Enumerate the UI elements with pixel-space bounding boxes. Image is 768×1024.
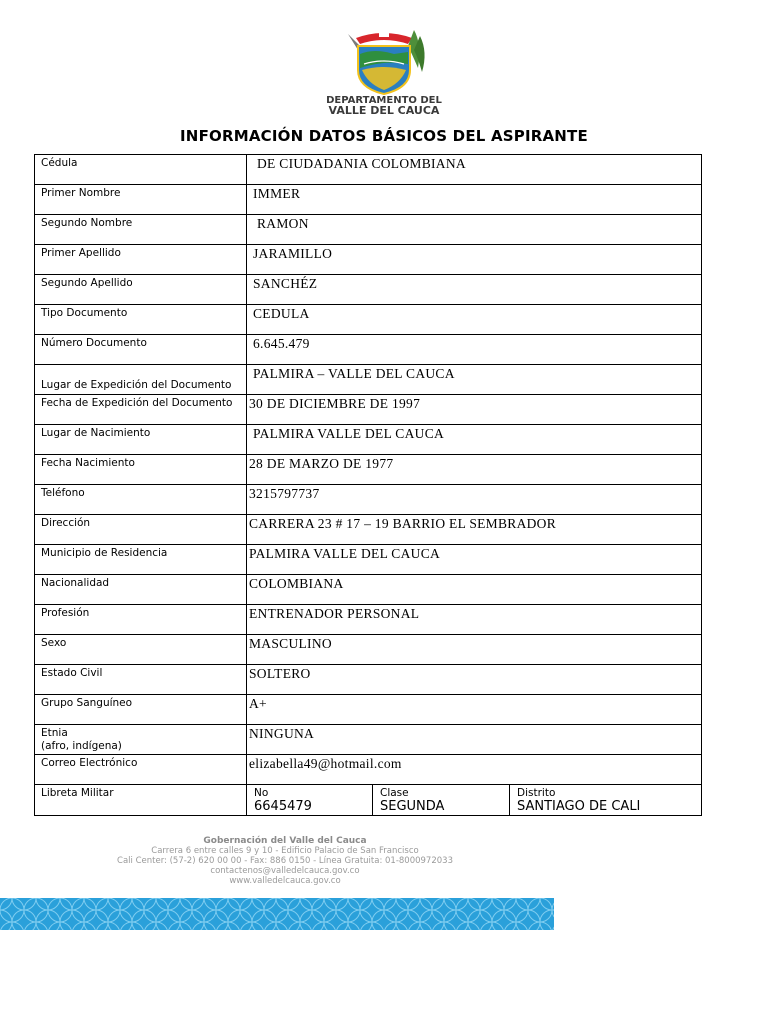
military-details	[247, 785, 702, 816]
field-label: Segundo Apellido	[35, 275, 247, 305]
applicant-data-table	[34, 154, 702, 816]
field-label: Profesión	[35, 605, 247, 635]
field-label: Cédula	[35, 155, 247, 185]
military-class-cell	[373, 785, 510, 815]
footer-address: Carrera 6 entre calles 9 y 10 - Edificio Palacio de San Francisco	[151, 846, 419, 856]
field-value: PALMIRA VALLE DEL CAUCA	[247, 425, 702, 455]
field-value: DE CIUDADANIA COLOMBIANA	[247, 155, 702, 185]
field-label: Segundo Nombre	[35, 215, 247, 245]
logo-line-2: VALLE DEL CAUCA	[328, 104, 440, 117]
table-row	[35, 425, 702, 455]
field-label: Sexo	[35, 635, 247, 665]
field-value: 30 DE DICIEMBRE DE 1997	[247, 395, 702, 425]
logo-line-1: DEPARTAMENTO DEL	[326, 95, 442, 106]
table-row	[35, 245, 702, 275]
field-label: Primer Apellido	[35, 245, 247, 275]
table-row	[35, 275, 702, 305]
field-value: 3215797737	[247, 485, 702, 515]
footer-phones: Cali Center: (57-2) 620 00 00 - Fax: 886 0150 - Línea Gratuita: 01-8000972033	[117, 856, 453, 866]
field-value: COLOMBIANA	[247, 575, 702, 605]
field-label: Lugar de Nacimiento	[35, 425, 247, 455]
table-row	[35, 755, 702, 785]
field-value: SOLTERO	[247, 665, 702, 695]
field-label: Correo Electrónico	[35, 755, 247, 785]
military-district-label: Distrito	[517, 787, 556, 799]
footer-contact	[80, 836, 490, 886]
field-value: 6.645.479	[247, 335, 702, 365]
field-label: Grupo Sanguíneo	[35, 695, 247, 725]
table-row	[35, 515, 702, 545]
table-row	[35, 485, 702, 515]
field-label: Teléfono	[35, 485, 247, 515]
field-label	[35, 725, 247, 755]
field-value: IMMER	[247, 185, 702, 215]
military-class-label: Clase	[380, 787, 409, 799]
footer-website: www.valledelcauca.gov.co	[229, 876, 341, 886]
table-row	[35, 575, 702, 605]
footer-email: contactenos@valledelcauca.gov.co	[210, 866, 360, 876]
field-label-line-2: (afro, indígena)	[41, 740, 122, 752]
military-number-cell	[247, 785, 373, 815]
table-row	[35, 545, 702, 575]
table-row	[35, 185, 702, 215]
decorative-band	[0, 898, 554, 930]
table-row	[35, 155, 702, 185]
field-label: Fecha Nacimiento	[35, 455, 247, 485]
table-row	[35, 215, 702, 245]
field-label: Estado Civil	[35, 665, 247, 695]
military-number-label: No	[254, 787, 269, 799]
table-row	[35, 455, 702, 485]
field-value: CARRERA 23 # 17 – 19 BARRIO EL SEMBRADOR	[247, 515, 702, 545]
field-value: SANCHÉZ	[247, 275, 702, 305]
field-value: 28 DE MARZO DE 1977	[247, 455, 702, 485]
military-class-value: SEGUNDA	[380, 799, 445, 814]
field-value: ENTRENADOR PERSONAL	[247, 605, 702, 635]
military-label: Libreta Militar	[35, 785, 247, 816]
field-value: MASCULINO	[247, 635, 702, 665]
field-label-line-1: Etnia	[41, 727, 68, 739]
field-value: RAMON	[247, 215, 702, 245]
table-row	[35, 695, 702, 725]
field-label: Nacionalidad	[35, 575, 247, 605]
field-label: Fecha de Expedición del Documento	[35, 395, 247, 425]
field-label: Tipo Documento	[35, 305, 247, 335]
footer-title: Gobernación del Valle del Cauca	[203, 836, 367, 846]
military-number-value: 6645479	[254, 799, 312, 814]
coat-of-arms-logo-icon	[334, 24, 434, 96]
department-logo-text	[314, 96, 454, 116]
table-row	[35, 335, 702, 365]
table-row	[35, 635, 702, 665]
field-value: A+	[247, 695, 702, 725]
field-value: NINGUNA	[247, 725, 702, 755]
circle-pattern-icon	[0, 898, 554, 930]
table-row	[35, 665, 702, 695]
table-row	[35, 725, 702, 755]
field-label: Municipio de Residencia	[35, 545, 247, 575]
military-district-value: SANTIAGO DE CALI	[517, 799, 641, 814]
field-label: Lugar de Expedición del Documento	[35, 365, 247, 395]
military-district-cell	[510, 785, 701, 815]
field-value: CEDULA	[247, 305, 702, 335]
field-label: Primer Nombre	[35, 185, 247, 215]
table-row	[35, 605, 702, 635]
field-label: Dirección	[35, 515, 247, 545]
table-row-military	[35, 785, 702, 816]
table-row	[35, 305, 702, 335]
field-value: JARAMILLO	[247, 245, 702, 275]
table-row	[35, 395, 702, 425]
field-value: PALMIRA VALLE DEL CAUCA	[247, 545, 702, 575]
field-value: PALMIRA – VALLE DEL CAUCA	[247, 365, 702, 395]
field-value: elizabella49@hotmail.com	[247, 755, 702, 785]
page-title: INFORMACIÓN DATOS BÁSICOS DEL ASPIRANTE	[180, 127, 588, 145]
table-row	[35, 365, 702, 395]
field-label: Número Documento	[35, 335, 247, 365]
